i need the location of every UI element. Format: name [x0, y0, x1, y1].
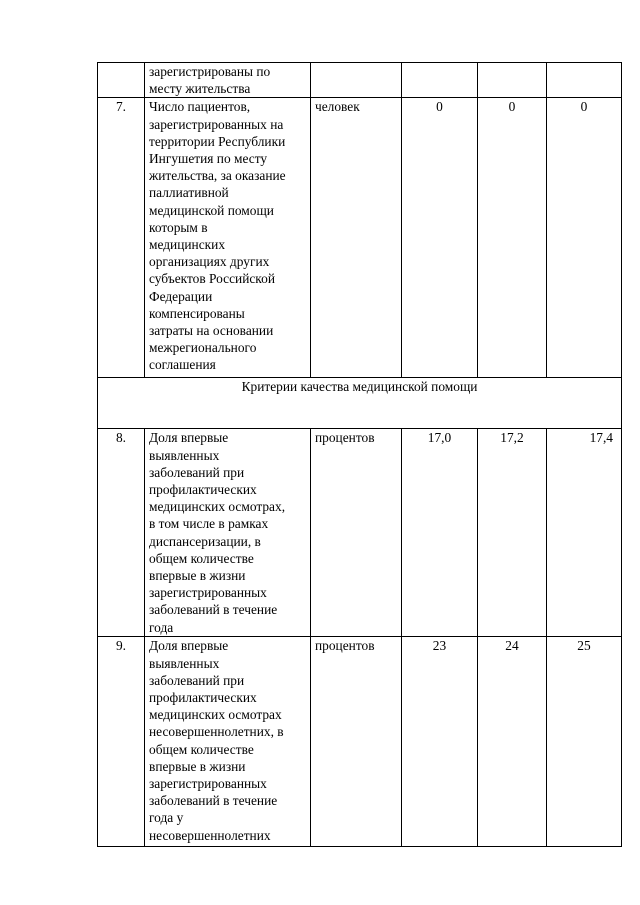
value-year2: 0	[478, 98, 547, 378]
table-row	[98, 98, 622, 378]
indicator-text: зарегистрированы по месту жительства	[145, 63, 311, 98]
table-row	[98, 429, 622, 637]
value-year1: 0	[402, 98, 478, 378]
value-year1: 23	[402, 637, 478, 847]
indicator-text: Число пациентов, зарегистрированных на территории Республики Ингушетия по месту жительства, за оказание паллиативной медицинской помощи которым в медицинских организациях других субъектов Российской Федерации компенсированы затраты на основании межрегионального соглашения	[145, 98, 311, 378]
row-number: 9.	[98, 637, 145, 847]
table-row	[98, 637, 622, 847]
unit-cell: процентов	[311, 637, 402, 847]
value-year1	[402, 63, 478, 98]
section-title: Критерии качества медицинской помощи	[98, 378, 622, 429]
value-year3: 25	[547, 637, 622, 847]
unit-cell	[311, 63, 402, 98]
unit-cell: человек	[311, 98, 402, 378]
value-year1: 17,0	[402, 429, 478, 637]
table-row	[98, 63, 622, 98]
indicator-text: Доля впервые выявленных заболеваний при профилактических медицинских осмотрах, в том числе в рамках диспансеризации, в общем количестве впервые в жизни зарегистрированных заболеваний в течение года	[145, 429, 311, 637]
value-year3: 0	[547, 98, 622, 378]
value-year3: 17,4	[547, 429, 622, 637]
unit-cell: процентов	[311, 429, 402, 637]
indicator-text: Доля впервые выявленных заболеваний при профилактических медицинских осмотрах несовершеннолетних, в общем количестве впервые в жизни зарегистрированных заболеваний в течение года у несовершеннолетних	[145, 637, 311, 847]
section-row	[98, 378, 622, 429]
value-year2: 17,2	[478, 429, 547, 637]
value-year3	[547, 63, 622, 98]
row-number	[98, 63, 145, 98]
indicators-table	[97, 62, 622, 847]
row-number: 7.	[98, 98, 145, 378]
value-year2	[478, 63, 547, 98]
value-year2: 24	[478, 637, 547, 847]
row-number: 8.	[98, 429, 145, 637]
